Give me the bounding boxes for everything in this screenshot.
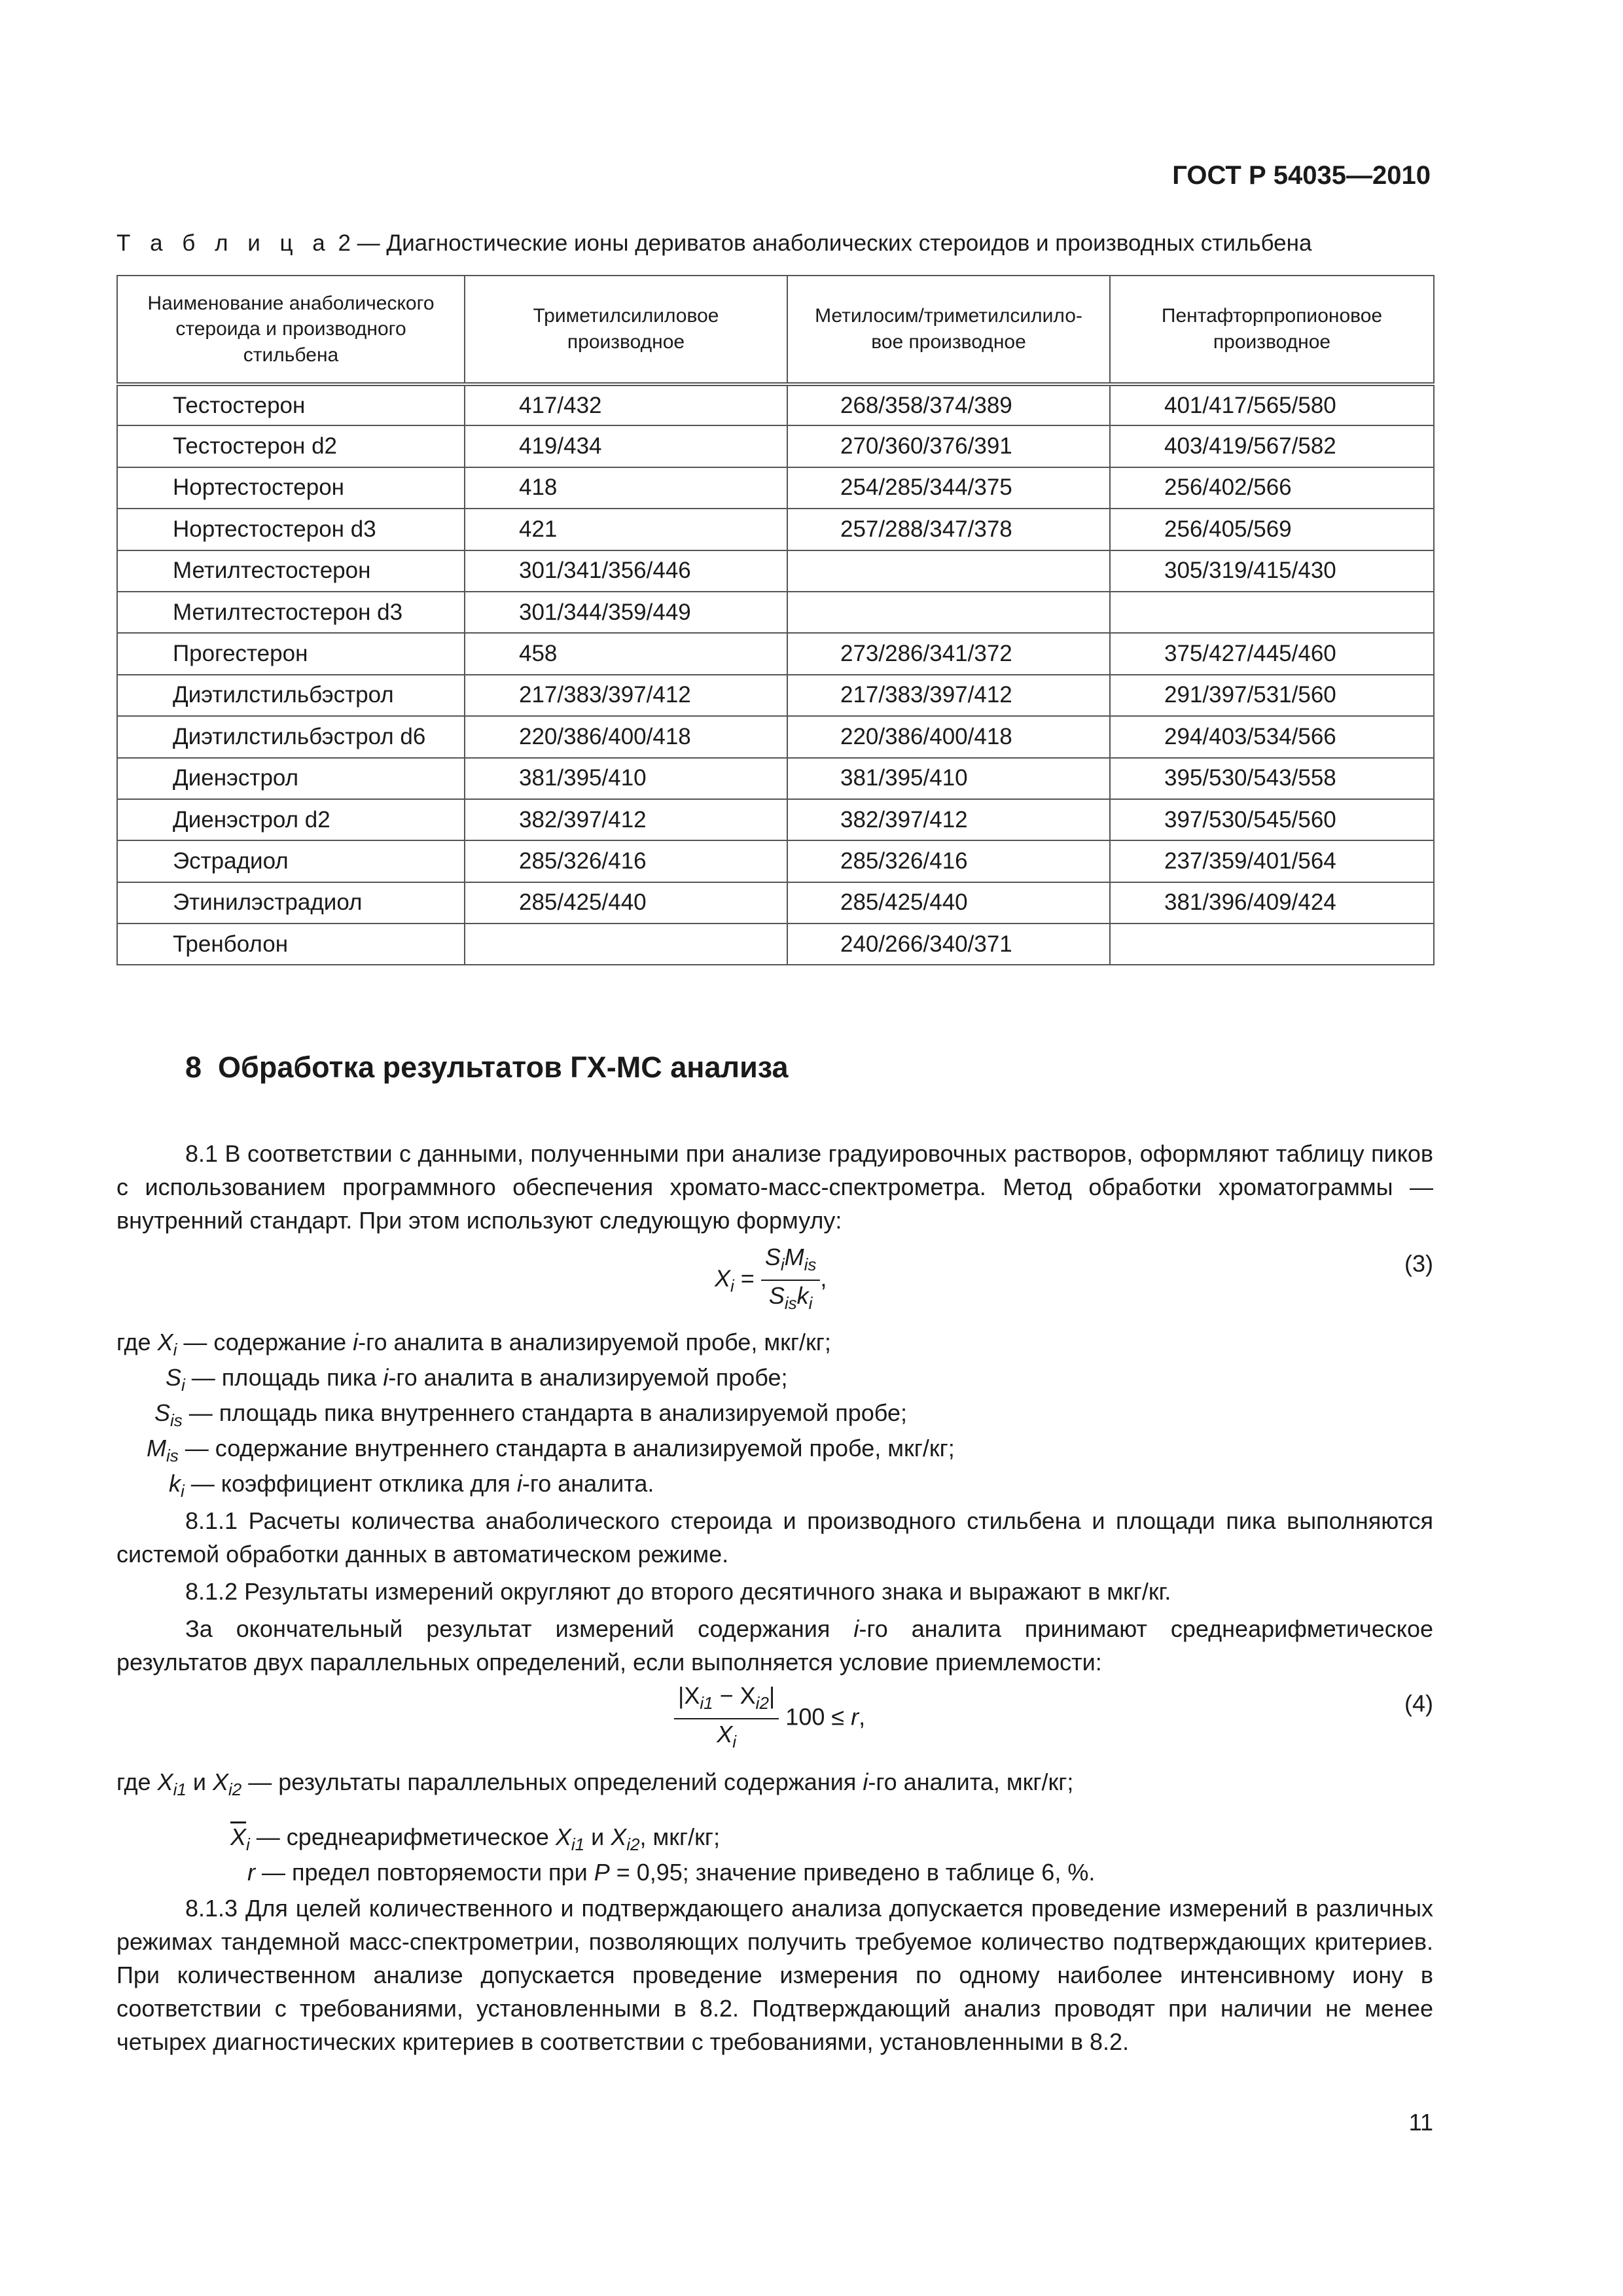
ion-values-cell: 382/397/412 [465, 799, 787, 840]
ion-values-cell: 375/427/445/460 [1110, 633, 1434, 674]
compound-name-cell: Диенэстрол d2 [117, 799, 465, 840]
definition-r: r — предел повторяемости при P = 0,95; значение приведено в таблице 6, %. [247, 1859, 1096, 1886]
table-row [117, 550, 1434, 592]
header-mo-tms: Метилосим/триметилсилило-вое производное [787, 276, 1110, 384]
paragraph-8-1-2: 8.1.2 Результаты измерений округляют до второго десятичного знака и выражают в мкг/кг. [185, 1578, 1171, 1605]
ion-values-cell: 401/417/565/580 [1110, 384, 1434, 425]
ion-values-cell: 294/403/534/566 [1110, 716, 1434, 757]
ion-values-cell: 256/405/569 [1110, 509, 1434, 550]
ion-values-cell: 237/359/401/564 [1110, 840, 1434, 882]
formula-4: $\frac{|X_{i1} - X_{i2}|}{X_i}$ 100 ≤ r, [674, 1681, 865, 1757]
ion-values-cell: 268/358/374/389 [787, 384, 1110, 425]
table-row [117, 924, 1434, 965]
diagnostic-ions-table [116, 275, 1435, 965]
ion-values-cell: 419/434 [465, 425, 787, 467]
ion-values-cell: 301/344/359/449 [465, 592, 787, 633]
definition-xi1-xi2: где $X_{i1}$ и $X_{i2}$ — результаты параллельных определений содержания i-го аналита, мкг/кг; [116, 1768, 1074, 1799]
compound-name-cell: Нортестостерон [117, 467, 465, 509]
equation-number-3: (3) [1404, 1250, 1433, 1277]
ion-values-cell: 254/285/344/375 [787, 467, 1110, 509]
table-row [117, 384, 1434, 425]
definition-xi: где $X_i$ — содержание i-го аналита в анализируемой пробе, мкг/кг; [116, 1329, 831, 1359]
ion-values-cell: 240/266/340/371 [787, 924, 1110, 965]
ion-values-cell [1110, 592, 1434, 633]
ion-values-cell: 305/319/415/430 [1110, 550, 1434, 592]
section-number: 8 [185, 1050, 202, 1084]
table-row [117, 675, 1434, 716]
definition-sis: $S_{is}$ — площадь пика внутреннего стандарта в анализируемой пробе; [154, 1399, 908, 1430]
header-compound: Наименование анаболического стероида и производного стильбена [117, 276, 465, 384]
ion-values-cell: 217/383/397/412 [787, 675, 1110, 716]
ion-values-cell: 403/419/567/582 [1110, 425, 1434, 467]
compound-name-cell: Метилтестостерон d3 [117, 592, 465, 633]
ion-values-cell [1110, 924, 1434, 965]
compound-name-cell: Диэтилстильбэстрол d6 [117, 716, 465, 757]
table-row [117, 467, 1434, 509]
compound-name-cell: Метилтестостерон [117, 550, 465, 592]
definition-ki: $k_i$ — коэффициент отклика для i-го аналита. [169, 1470, 654, 1501]
header-pfp: Пентафторпропионовое производное [1110, 276, 1434, 384]
equation-number-4: (4) [1404, 1690, 1433, 1717]
compound-name-cell: Эстрадиол [117, 840, 465, 882]
paragraph-8-1-block [116, 1137, 1433, 1237]
formula-3-fraction: $\frac{S_iM_{is}}{S_{is}k_i}$ [761, 1242, 821, 1318]
ion-values-cell [787, 592, 1110, 633]
paragraph-8-1-1: 8.1.1 Расчеты количества анаболического стероида и производного стильбена и площади пика выполняются системой обработки данных в автоматическом режиме. [116, 1507, 1433, 1568]
ion-values-cell [787, 550, 1110, 592]
ion-values-cell: 458 [465, 633, 787, 674]
ion-values-cell: 285/326/416 [787, 840, 1110, 882]
ion-values-cell: 285/425/440 [465, 882, 787, 924]
paragraphs-8-1-1-block [116, 1504, 1433, 1679]
compound-name-cell: Тестостерон d2 [117, 425, 465, 467]
definition-si: $S_i$ — площадь пика i-го аналита в анализируемой пробе; [166, 1364, 788, 1395]
ion-values-cell: 301/341/356/446 [465, 550, 787, 592]
ion-values-cell: 381/395/410 [465, 758, 787, 799]
table-row [117, 758, 1434, 799]
ion-values-cell: 220/386/400/418 [787, 716, 1110, 757]
table-row [117, 716, 1434, 757]
paragraph-8-1-3-block [116, 1892, 1433, 2058]
ion-values-cell: 270/360/376/391 [787, 425, 1110, 467]
section-heading [185, 1050, 789, 1085]
table-caption-number: 2 [338, 230, 351, 256]
table-header-row [117, 276, 1434, 384]
compound-name-cell: Диэтилстильбэстрол [117, 675, 465, 716]
ion-values-cell: 220/386/400/418 [465, 716, 787, 757]
table-row [117, 840, 1434, 882]
table-caption [116, 230, 1311, 257]
table-caption-text: — Диагностические ионы дериватов анаболических стероидов и производных стильбена [357, 230, 1312, 256]
ion-values-cell: 285/425/440 [787, 882, 1110, 924]
ion-values-cell: 257/288/347/378 [787, 509, 1110, 550]
compound-name-cell: Тренболон [117, 924, 465, 965]
ion-values-cell: 395/530/543/558 [1110, 758, 1434, 799]
standard-designation: ГОСТ Р 54035—2010 [1172, 161, 1431, 190]
ion-values-cell: 256/402/566 [1110, 467, 1434, 509]
section-title: Обработка результатов ГХ-МС анализа [218, 1050, 789, 1084]
formula-4-fraction: $\frac{|X_{i1} - X_{i2}|}{X_i}$ [674, 1681, 779, 1757]
table-row [117, 633, 1434, 674]
compound-name-cell: Прогестерон [117, 633, 465, 674]
header-tms: Триметилсилиловое производное [465, 276, 787, 384]
paragraph-8-1-3: 8.1.3 Для целей количественного и подтверждающего анализа допускается проведение измерений в различных режимах тандемной масс-спектрометрии, позволяющих получить требуемое количество подтверждающих критериев. При количественном анализе допускается проведение измерения по одному наиболее интенсивному иону в соответствии с требованиями, установленными в 8.2. Подтверждающий анализ проводят при наличии не менее четырех диагностических критериев в соответствии с требованиями, установленными в 8.2. [116, 1895, 1433, 2055]
ion-values-cell [465, 924, 787, 965]
paragraph-final-result: За окончательный результат измерений содержания i-го аналита принимают среднеарифметическое результатов двух параллельных определений, если выполняется условие приемлемости: [116, 1615, 1433, 1676]
ion-values-cell: 381/395/410 [787, 758, 1110, 799]
table-row [117, 799, 1434, 840]
ion-values-cell: 418 [465, 467, 787, 509]
table-caption-label: Т а б л и ц а [116, 230, 332, 256]
table-row [117, 425, 1434, 467]
table-row [117, 509, 1434, 550]
ion-values-cell: 291/397/531/560 [1110, 675, 1434, 716]
compound-name-cell: Этинилэстрадиол [117, 882, 465, 924]
compound-name-cell: Диенэстрол [117, 758, 465, 799]
page-number: 11 [1408, 2109, 1433, 2136]
ion-values-cell: 417/432 [465, 384, 787, 425]
ion-values-cell: 421 [465, 509, 787, 550]
table-row [117, 882, 1434, 924]
compound-name-cell: Тестостерон [117, 384, 465, 425]
definition-mis: $M_{is}$ — содержание внутреннего стандарта в анализируемой пробе, мкг/кг; [147, 1435, 955, 1465]
paragraph-8-1: 8.1 В соответствии с данными, полученными при анализе градуировочных растворов, оформляют таблицу пиков с использованием программного обеспечения хромато-масс-спектрометра. Метод обработки хроматограммы — внутренний стандарт. При этом используют следующую формулу: [116, 1140, 1433, 1234]
table-row [117, 592, 1434, 633]
formula-3: $X_i$ = $\frac{S_iM_{is}}{S_{is}k_i}$ , [715, 1242, 827, 1318]
ion-values-cell: 381/396/409/424 [1110, 882, 1434, 924]
definition-xi-mean: $\overline{X}_i$ — среднеарифметическое $X_{i1}$ и $X_{i2}$, мкг/кг; [230, 1823, 721, 1854]
ion-values-cell: 273/286/341/372 [787, 633, 1110, 674]
ion-values-cell: 217/383/397/412 [465, 675, 787, 716]
compound-name-cell: Нортестостерон d3 [117, 509, 465, 550]
ion-values-cell: 285/326/416 [465, 840, 787, 882]
ion-values-cell: 382/397/412 [787, 799, 1110, 840]
ion-values-cell: 397/530/545/560 [1110, 799, 1434, 840]
